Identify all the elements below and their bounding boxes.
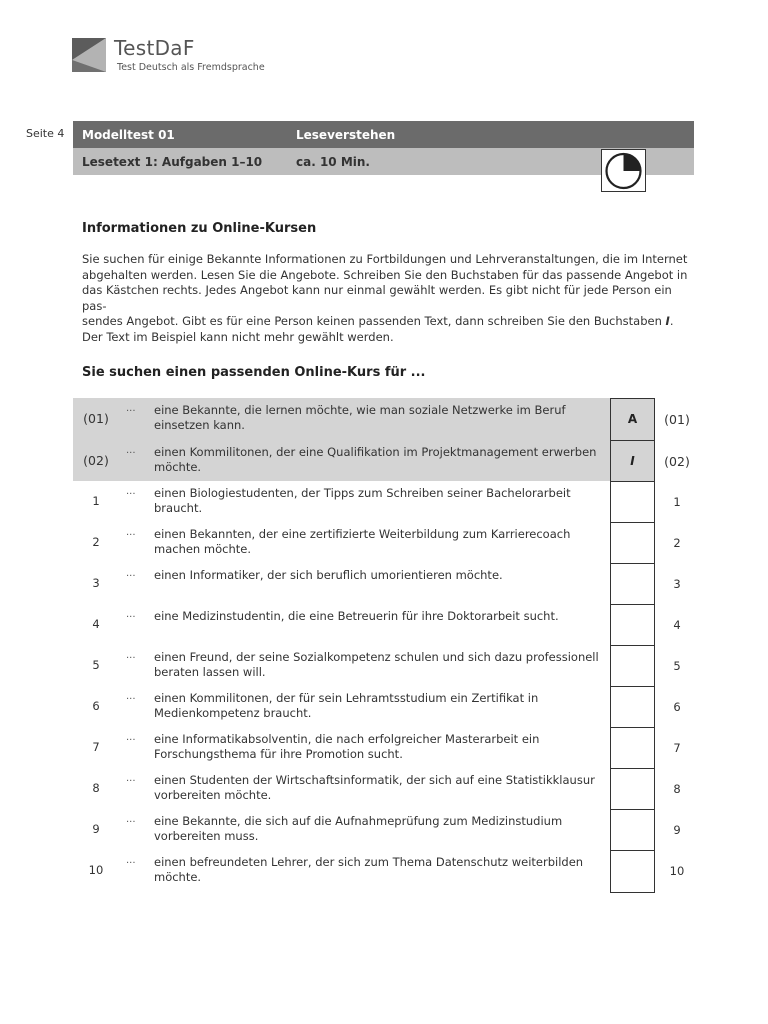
task-description	[154, 403, 599, 433]
task-number-right: 7	[673, 741, 681, 755]
answer-box[interactable]	[610, 809, 655, 852]
header-bar-test	[73, 121, 694, 148]
answer-box[interactable]	[610, 604, 655, 647]
ellipsis: ...	[126, 773, 136, 784]
task-description-line: vorbereiten muss.	[154, 829, 259, 843]
task-number-right: 3	[673, 577, 681, 591]
task-description	[154, 814, 599, 844]
task-description	[154, 609, 599, 624]
task-number: (01)	[83, 411, 109, 426]
answer-box[interactable]	[610, 850, 655, 893]
task-number: 6	[92, 699, 100, 713]
task-number-right: 1	[673, 495, 681, 509]
testdaf-logo-icon	[72, 38, 106, 72]
task-range: Lesetext 1: Aufgaben 1–10	[82, 155, 263, 169]
task-number-right: 8	[673, 782, 681, 796]
task-description-line: beraten lassen will.	[154, 665, 266, 679]
instruction-line-with-letter: sendes Angebot. Gibt es für eine Person keinen passenden Text, dann schreiben Sie den Buchstaben I.	[82, 314, 674, 328]
page-number: Seite 4	[26, 127, 65, 140]
task-number: 8	[92, 781, 100, 795]
answer-box[interactable]	[610, 563, 655, 606]
clock-icon	[602, 150, 645, 191]
ellipsis: ...	[126, 403, 136, 414]
timer-box	[601, 149, 646, 192]
answer-box[interactable]	[610, 768, 655, 811]
ellipsis: ...	[126, 486, 136, 497]
task-description-line: Forschungsthema für ihre Promotion sucht.	[154, 747, 403, 761]
task-number: 4	[92, 617, 100, 631]
task-number-right: 6	[673, 700, 681, 714]
ellipsis: ...	[126, 855, 136, 866]
task-subtitle: Sie suchen einen passenden Online-Kurs für ...	[82, 365, 426, 380]
task-number-right: (01)	[664, 412, 690, 427]
ellipsis: ...	[126, 650, 136, 661]
task-description-line: einen Bekannten, der eine zertifizierte Weiterbildung zum Karrierecoach	[154, 527, 571, 541]
task-number: 2	[92, 535, 100, 549]
ellipsis: ...	[126, 814, 136, 825]
ellipsis: ...	[126, 732, 136, 743]
answer-box[interactable]	[610, 481, 655, 524]
task-description-line: braucht.	[154, 501, 203, 515]
logo-title: TestDaF	[114, 36, 195, 60]
task-number: 9	[92, 822, 100, 836]
task-description-line: einsetzen kann.	[154, 418, 245, 432]
task-description	[154, 527, 599, 557]
task-description-line: vorbereiten möchte.	[154, 788, 272, 802]
ellipsis: ...	[126, 609, 136, 620]
task-number: 7	[92, 740, 100, 754]
task-description-line: einen Kommilitonen, der für sein Lehramtsstudium ein Zertifikat in	[154, 691, 539, 705]
task-description-line: eine Bekannte, die lernen möchte, wie man soziale Netzwerke im Beruf	[154, 403, 566, 417]
task-number-right: 4	[673, 618, 681, 632]
task-number: 3	[92, 576, 100, 590]
answer-box[interactable]	[610, 686, 655, 729]
task-duration: ca. 10 Min.	[296, 155, 370, 169]
task-description-line: Medienkompetenz braucht.	[154, 706, 312, 720]
task-number-right: 9	[673, 823, 681, 837]
task-description	[154, 773, 599, 803]
instruction-line: das Kästchen rechts. Jedes Angebot kann nur einmal gewählt werden. Es gibt nicht für jede Person ein pas-	[82, 283, 672, 313]
task-description-line: einen Biologiestudenten, der Tipps zum Schreiben seiner Bachelorarbeit	[154, 486, 571, 500]
task-description	[154, 486, 599, 516]
ellipsis: ...	[126, 691, 136, 702]
answer-box[interactable]	[610, 522, 655, 565]
testdaf-logo	[72, 38, 272, 78]
instruction-line: sendes Angebot. Gibt es für eine Person keinen passenden Text, dann schreiben Sie den Buchstaben	[82, 314, 662, 328]
task-description-line: eine Informatikabsolventin, die nach erfolgreicher Masterarbeit ein	[154, 732, 540, 746]
task-description-line: einen Informatiker, der sich beruflich umorientieren möchte.	[154, 568, 503, 582]
ellipsis: ...	[126, 445, 136, 456]
instruction-line: Sie suchen für einige Bekannte Informationen zu Fortbildungen und Lehrveranstaltungen, die im Internet	[82, 252, 688, 266]
answer-letter: A	[627, 412, 638, 426]
task-description-line: einen befreundeten Lehrer, der sich zum Thema Datenschutz weiterbilden	[154, 855, 584, 869]
example-answer-box	[610, 440, 655, 483]
test-name: Modelltest 01	[82, 128, 175, 142]
task-description	[154, 855, 599, 885]
section-title: Informationen zu Online-Kursen	[82, 221, 317, 236]
task-number-right: 5	[673, 659, 681, 673]
task-number: 10	[88, 863, 104, 877]
task-description	[154, 650, 599, 680]
task-number-right: (02)	[664, 454, 690, 469]
task-number: 5	[92, 658, 100, 672]
ellipsis: ...	[126, 568, 136, 579]
instruction-line: abgehalten werden. Lesen Sie die Angebote. Schreiben Sie den Buchstaben für das passende Angebot in	[82, 267, 688, 282]
answer-box[interactable]	[610, 645, 655, 688]
slash-letter: I	[665, 314, 670, 328]
ellipsis: ...	[126, 527, 136, 538]
task-description-line: eine Medizinstudentin, die eine Betreuerin für ihre Doktorarbeit sucht.	[154, 609, 559, 623]
task-description-line: einen Freund, der seine Sozialkompetenz schulen und sich dazu professionell	[154, 650, 599, 664]
task-description-line: möchte.	[154, 460, 202, 474]
task-description	[154, 732, 599, 762]
task-number-right: 10	[669, 864, 685, 878]
task-description	[154, 691, 599, 721]
answer-letter: I	[630, 454, 635, 468]
task-number: 1	[92, 494, 100, 508]
task-number-right: 2	[673, 536, 681, 550]
task-description-line: eine Bekannte, die sich auf die Aufnahmeprüfung zum Medizinstudium	[154, 814, 563, 828]
example-answer-box	[610, 398, 655, 441]
task-description	[154, 568, 599, 583]
instruction-line: Der Text im Beispiel kann nicht mehr gewählt werden.	[82, 329, 394, 344]
answer-box[interactable]	[610, 727, 655, 770]
task-description-line: einen Kommilitonen, der eine Qualifikation im Projektmanagement erwerben	[154, 445, 597, 459]
task-description-line: machen möchte.	[154, 542, 251, 556]
test-part: Leseverstehen	[296, 128, 396, 142]
task-description	[154, 445, 599, 475]
task-number: (02)	[83, 453, 109, 468]
instructions	[82, 252, 692, 345]
task-description-line: möchte.	[154, 870, 202, 884]
task-description-line: einen Studenten der Wirtschaftsinformatik, der sich auf eine Statistikklausur	[154, 773, 595, 787]
logo-subtitle: Test Deutsch als Fremdsprache	[117, 62, 265, 73]
